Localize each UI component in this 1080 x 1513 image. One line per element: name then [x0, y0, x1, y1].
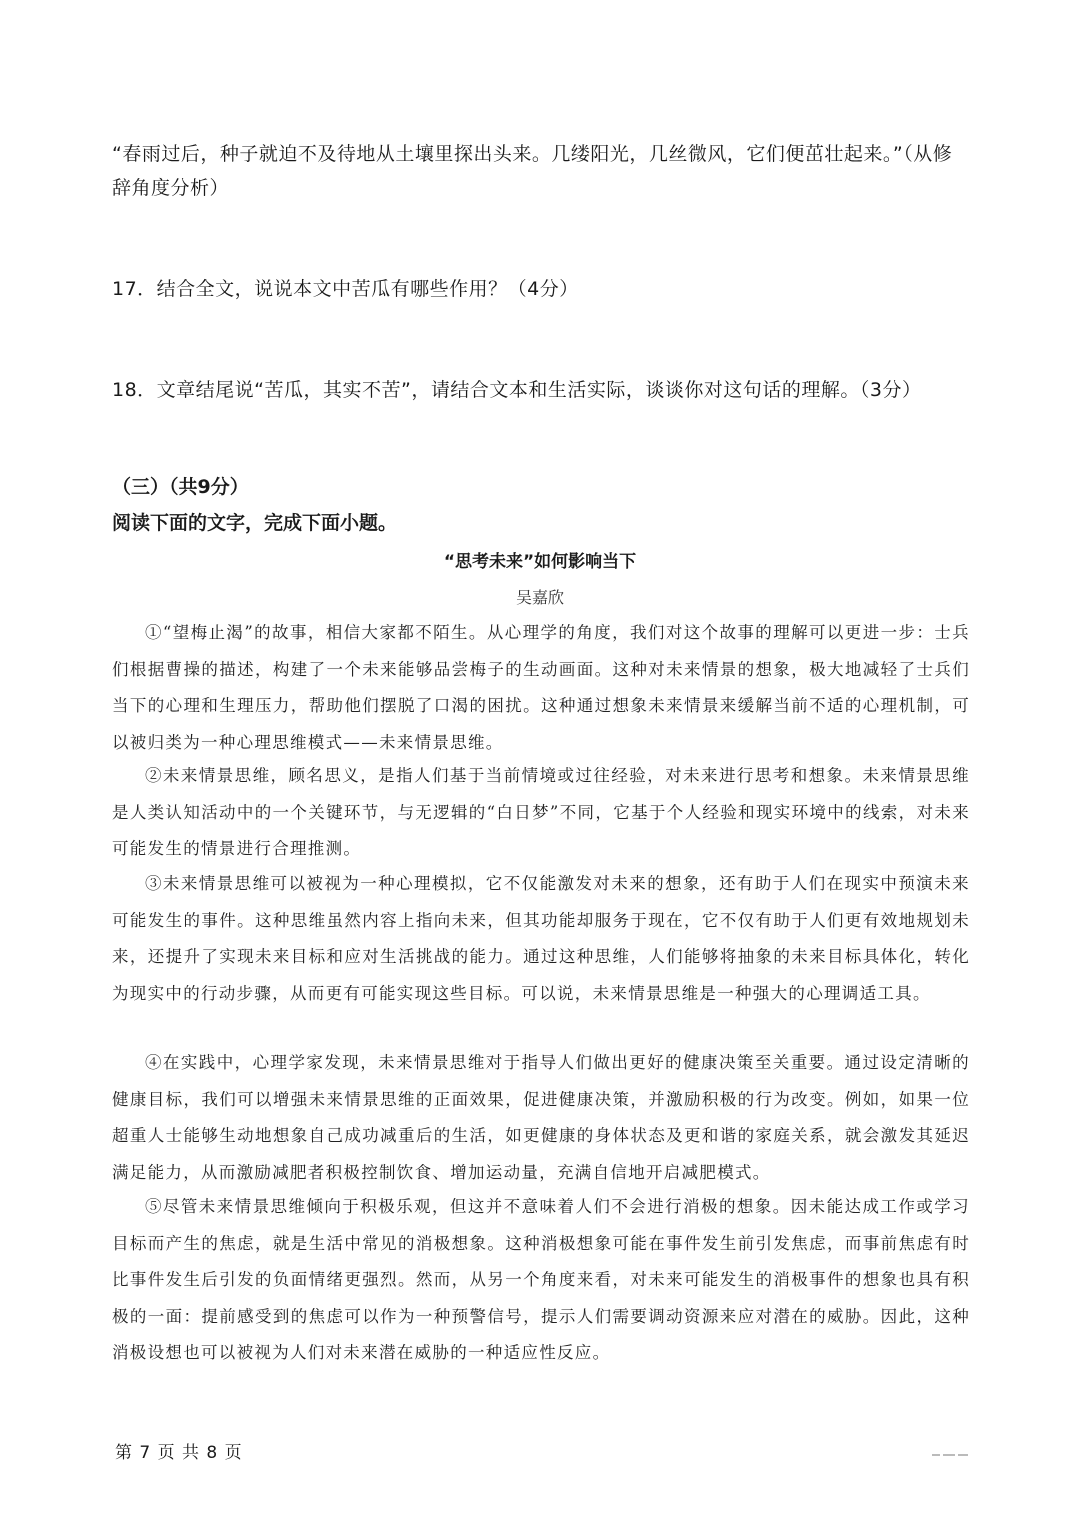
- page-number: 第 7 页 共 8 页: [115, 1443, 243, 1463]
- question-16-quote: “春雨过后，种子就迫不及待地从土壤里探出头来。几缕阳光，几丝微风，它们便茁壮起来。”（从修辞角度分析）: [112, 143, 953, 199]
- article-paragraph-2: ②未来情景思维，顾名思义，是指人们基于当前情境或过往经验，对未来进行思考和想象。未来情景思维是人类认知活动中的一个关键环节，与无逻辑的“白日梦”不同，它基于个人经验和现实环境中的线索，对未来可能发生的情景进行合理推测。: [112, 766, 970, 858]
- article-title: “思考未来”如何影响当下: [443, 552, 637, 572]
- question-17: 17．结合全文，说说本文中苦瓜有哪些作用？（4分）: [112, 278, 579, 300]
- article-paragraph-3: ③未来情景思维可以被视为一种心理模拟，它不仅能激发对未来的想象，还有助于人们在现实中预演未来可能发生的事件。这种思维虽然内容上指向未来，但其功能却服务于现在，它不仅有助于人们更有效地规划未来，还提升了实现未来目标和应对生活挑战的能力。通过这种思维，人们能够将抽象的未来目标具体化，转化为现实中的行动步骤，从而更有可能实现这些目标。可以说，未来情景思维是一种强大的心理调适工具。: [112, 874, 970, 1003]
- article-paragraph-5: ⑤尽管未来情景思维倾向于积极乐观，但这并不意味着人们不会进行消极的想象。因未能达成工作或学习目标而产生的焦虑，就是生活中常见的消极想象。这种消极想象可能在事件发生前引发焦虑，而事前焦虑有时比事件发生后引发的负面情绪更强烈。然而，从另一个角度来看，对未来可能发生的消极事件的想象也具有积极的一面：提前感受到的焦虑可以作为一种预警信号，提示人们需要调动资源来应对潜在的威胁。因此，这种消极设想也可以被视为人们对未来潜在威胁的一种适应性反应。: [112, 1197, 970, 1362]
- article-paragraph-4: ④在实践中，心理学家发现，未来情景思维对于指导人们做出更好的健康决策至关重要。通过设定清晰的健康目标，我们可以增强未来情景思维的正面效果，促进健康决策，并激励积极的行为改变。例如，如果一位超重人士能够生动地想象自己成功减重后的生活，如更健康的身体状态及更和谐的家庭关系，就会激发其延迟满足能力，从而激励减肥者积极控制饮食、增加运动量，充满自信地开启减肥模式。: [112, 1053, 970, 1182]
- scan-mark: [932, 1444, 972, 1448]
- section-instruction: 阅读下面的文字，完成下面小题。: [112, 512, 398, 534]
- article-author: 吴嘉欣: [515, 588, 564, 607]
- article-paragraph-1: ①“望梅止渴”的故事，相信大家都不陌生。从心理学的角度，我们对这个故事的理解可以更进一步：士兵们根据曹操的描述，构建了一个未来能够品尝梅子的生动画面。这种对未来情景的想象，极大地减轻了士兵们当下的心理和生理压力，帮助他们摆脱了口渴的困扰。这种通过想象未来情景来缓解当前不适的心理机制，可以被归类为一种心理思维模式——未来情景思维。: [112, 623, 970, 752]
- section-heading: （三）（共9分）: [112, 476, 249, 498]
- question-18: 18．文章结尾说“苦瓜，其实不苦”，请结合文本和生活实际，谈谈你对这句话的理解。（3分）: [112, 379, 922, 401]
